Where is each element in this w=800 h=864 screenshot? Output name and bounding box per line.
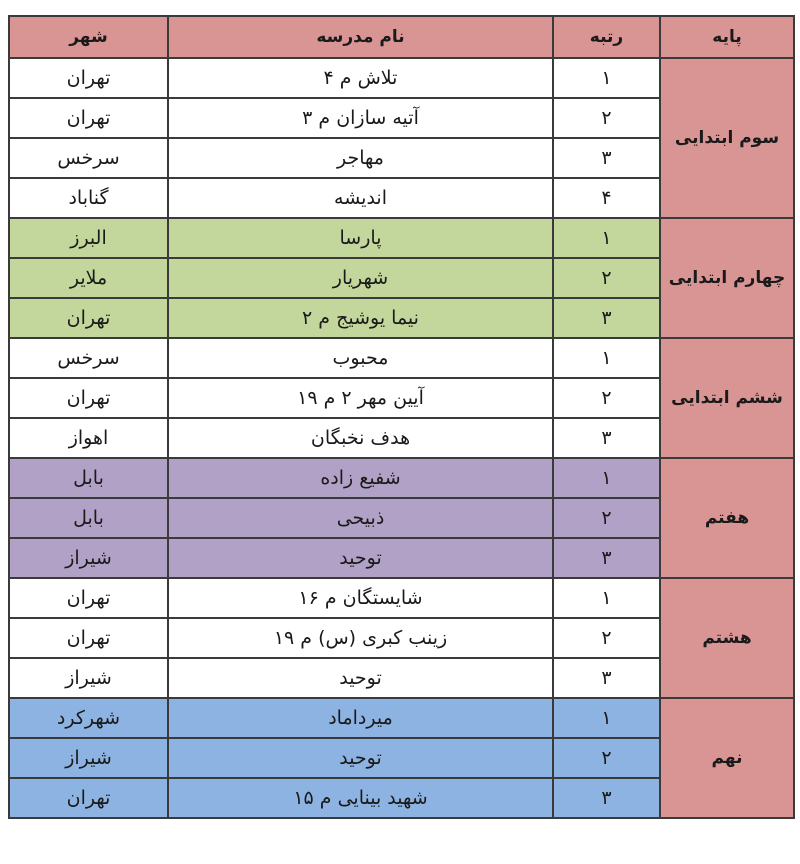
rank-cell: ۲ bbox=[553, 738, 660, 778]
header-rank: رتبه bbox=[553, 16, 660, 58]
header-grade: پایه bbox=[660, 16, 794, 58]
city-cell: شیراز bbox=[9, 538, 168, 578]
rank-cell: ۳ bbox=[553, 778, 660, 818]
city-cell: شیراز bbox=[9, 658, 168, 698]
school-cell: توحید bbox=[168, 738, 553, 778]
table-row bbox=[9, 698, 794, 738]
rank-cell: ۱ bbox=[553, 58, 660, 98]
school-cell: ذبیحی bbox=[168, 498, 553, 538]
city-cell: تهران bbox=[9, 298, 168, 338]
table-row bbox=[9, 58, 794, 98]
school-cell: محبوب bbox=[168, 338, 553, 378]
rank-cell: ۳ bbox=[553, 138, 660, 178]
header-school: نام مدرسه bbox=[168, 16, 553, 58]
city-cell: بابل bbox=[9, 458, 168, 498]
school-cell: میرداماد bbox=[168, 698, 553, 738]
grade-cell: هفتم bbox=[660, 458, 794, 578]
rank-cell: ۲ bbox=[553, 98, 660, 138]
city-cell: تهران bbox=[9, 58, 168, 98]
header-city: شهر bbox=[9, 16, 168, 58]
rank-cell: ۳ bbox=[553, 538, 660, 578]
rank-cell: ۲ bbox=[553, 258, 660, 298]
rank-cell: ۲ bbox=[553, 498, 660, 538]
school-cell: هدف نخبگان bbox=[168, 418, 553, 458]
rank-cell: ۴ bbox=[553, 178, 660, 218]
rank-cell: ۱ bbox=[553, 458, 660, 498]
city-cell: تهران bbox=[9, 98, 168, 138]
grade-cell: هشتم bbox=[660, 578, 794, 698]
school-cell: توحید bbox=[168, 538, 553, 578]
city-cell: سرخس bbox=[9, 338, 168, 378]
school-cell: مهاجر bbox=[168, 138, 553, 178]
rank-cell: ۳ bbox=[553, 658, 660, 698]
city-cell: تهران bbox=[9, 378, 168, 418]
rank-cell: ۳ bbox=[553, 418, 660, 458]
table-row bbox=[9, 578, 794, 618]
school-cell: شهریار bbox=[168, 258, 553, 298]
grade-cell: ششم ابتدایی bbox=[660, 338, 794, 458]
city-cell: شیراز bbox=[9, 738, 168, 778]
city-cell: ملایر bbox=[9, 258, 168, 298]
school-cell: توحید bbox=[168, 658, 553, 698]
grade-cell: نهم bbox=[660, 698, 794, 818]
school-cell: شایستگان م ۱۶ bbox=[168, 578, 553, 618]
school-cell: اندیشه bbox=[168, 178, 553, 218]
rank-cell: ۱ bbox=[553, 698, 660, 738]
city-cell: سرخس bbox=[9, 138, 168, 178]
table-row bbox=[9, 218, 794, 258]
city-cell: گناباد bbox=[9, 178, 168, 218]
city-cell: شهرکرد bbox=[9, 698, 168, 738]
rank-cell: ۲ bbox=[553, 618, 660, 658]
city-cell: البرز bbox=[9, 218, 168, 258]
grade-cell: چهارم ابتدایی bbox=[660, 218, 794, 338]
school-cell: شهید بینایی م ۱۵ bbox=[168, 778, 553, 818]
school-cell: آتیه سازان م ۳ bbox=[168, 98, 553, 138]
school-cell: آیین مهر ۲ م ۱۹ bbox=[168, 378, 553, 418]
rank-cell: ۱ bbox=[553, 338, 660, 378]
city-cell: بابل bbox=[9, 498, 168, 538]
school-cell: نیما یوشیج م ۲ bbox=[168, 298, 553, 338]
header-row bbox=[9, 16, 794, 58]
table-row bbox=[9, 338, 794, 378]
rank-cell: ۳ bbox=[553, 298, 660, 338]
city-cell: تهران bbox=[9, 778, 168, 818]
city-cell: تهران bbox=[9, 578, 168, 618]
city-cell: تهران bbox=[9, 618, 168, 658]
grade-cell: سوم ابتدایی bbox=[660, 58, 794, 218]
school-cell: زینب کبری (س) م ۱۹ bbox=[168, 618, 553, 658]
city-cell: اهواز bbox=[9, 418, 168, 458]
table-body bbox=[9, 58, 794, 818]
school-cell: شفیع زاده bbox=[168, 458, 553, 498]
rank-cell: ۱ bbox=[553, 578, 660, 618]
table-row bbox=[9, 458, 794, 498]
school-cell: پارسا bbox=[168, 218, 553, 258]
results-table bbox=[8, 15, 795, 819]
school-cell: تلاش م ۴ bbox=[168, 58, 553, 98]
rank-cell: ۱ bbox=[553, 218, 660, 258]
rank-cell: ۲ bbox=[553, 378, 660, 418]
